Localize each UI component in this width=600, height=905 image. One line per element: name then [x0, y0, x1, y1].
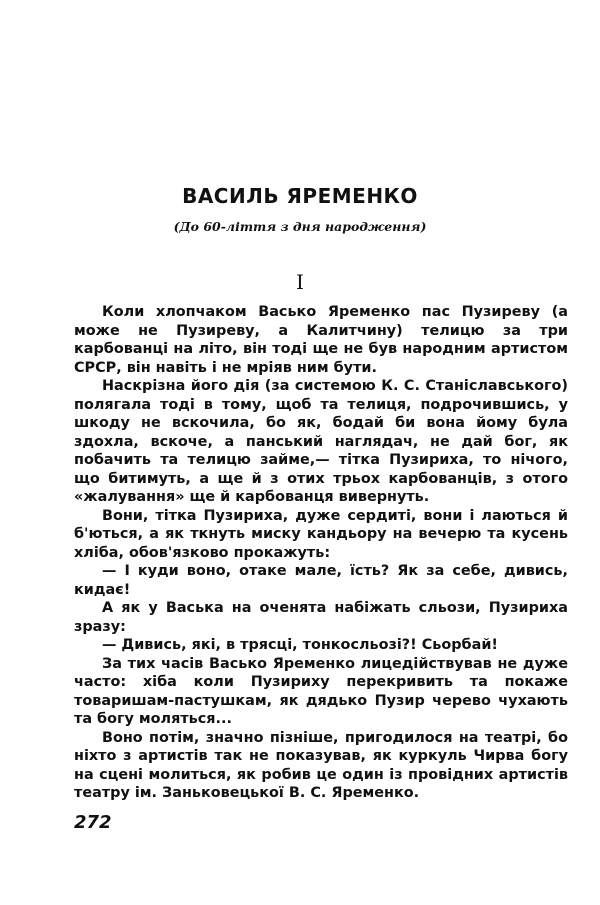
paragraph: — І куди воно, отаке мале, їсть? Як за себе, дивись, кидає! [74, 563, 568, 598]
body-text [74, 303, 568, 803]
paragraph: Коли хлопчаком Васько Яременко пас Пузиреву (а може не Пузиреву, а Калитчину) телицю за три карбованці на літо, він тоді ще не був народним артистом СРСР, він навіть і не мріяв ним бути. [74, 304, 568, 376]
page-subtitle: (До 60-ліття з дня народження) [173, 219, 427, 234]
page-title: ВАСИЛЬ ЯРЕМЕНКО [182, 184, 418, 208]
paragraph: За тих часів Васько Яременко лицедійствував не дуже часто: хіба коли Пузириху перекривить та покаже товаришам-пастушкам, як дядько Пузир черево чухають та богу моляться... [74, 655, 568, 727]
paragraph: А як у Васька на оченята набіжать сльози, Пузириха зразу: [74, 600, 568, 635]
paragraph: — Дивись, які, в трясці, тонкосльозі?! Сьорбай! [102, 637, 498, 653]
paragraph: Вони, тітка Пузириха, дуже сердиті, вони і лаються й б'ються, а як ткнуть миску кандьору на вечерю та кусень хліба, обов'язково прокажуть: [74, 507, 568, 561]
page-number: 272 [74, 812, 112, 833]
paragraph: Воно потім, значно пізніше, пригодилося на театрі, бо ніхто з артистів так не показував, як куркуль Чирва богу на сцені молиться, як робив це один із провідних артистів театру ім. Заньковецької В. С. Яременко. [74, 729, 568, 801]
section-number: I [296, 270, 304, 294]
paragraph: Наскрізна його дія (за системою К. С. Станіславського) полягала тоді в тому, щоб та телиця, подрочившись, у шкоду не вскочила, бо як, бодай би вона йому була здохла, вскоче, а панський наглядач, не дай бог, як побачить та телицю займе,— тітка Пузириха, то нічого, що битимуть, а ще й з отих трьох карбованців, з отого «жалування» ще й карбованця вивернуть. [74, 378, 568, 505]
